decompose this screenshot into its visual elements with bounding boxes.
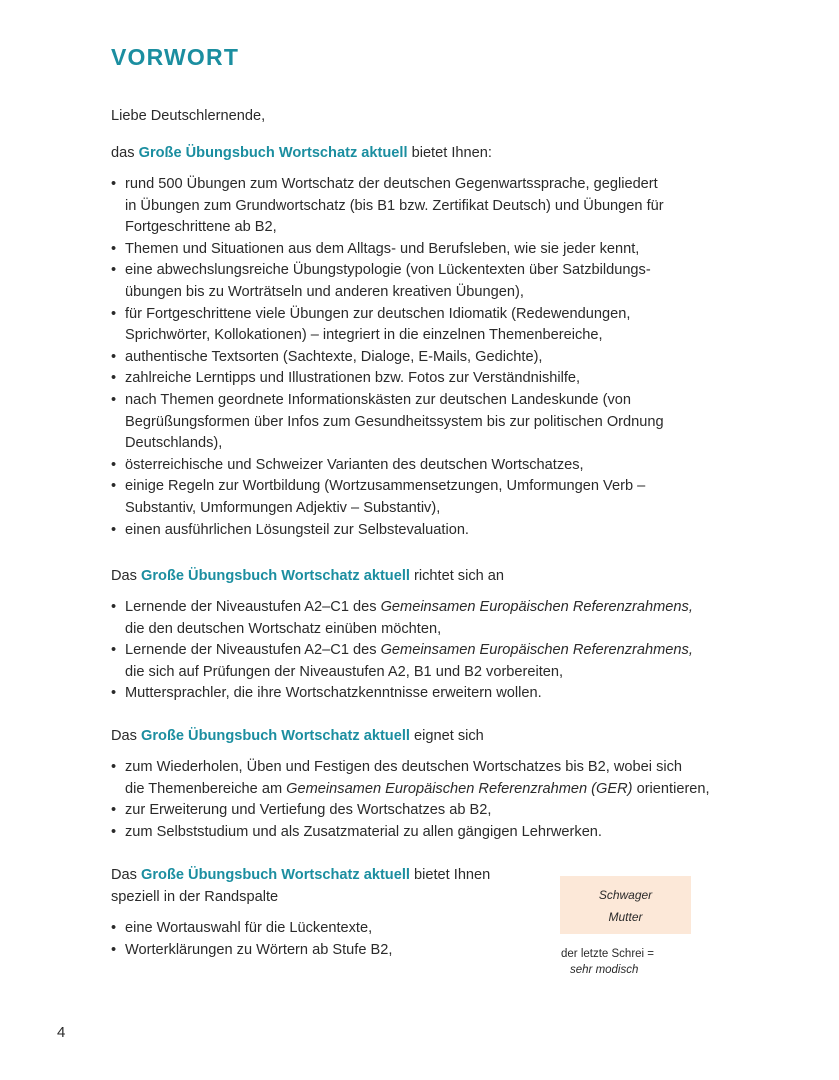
list-item-line: • authentische Textsorten (Sachtexte, Dialoge, E-Mails, Gedichte),	[125, 348, 543, 365]
list-item-line: • zum Selbststudium und als Zusatzmaterial zu allen gängigen Lehrwerken.	[125, 823, 602, 840]
book-title-highlight: Große Übungsbuch Wortschatz aktuell	[138, 145, 408, 161]
list-item-line: Substantiv, Umformungen Adjektiv – Substantiv),	[125, 499, 441, 516]
list-item-line	[125, 597, 711, 619]
book-title-highlight: Große Übungsbuch Wortschatz aktuell	[141, 867, 410, 883]
intro-paragraph-3	[111, 726, 484, 748]
list-item-line: • nach Themen geordnete Informationskästen zur deutschen Landeskunde (von	[125, 391, 631, 408]
list-item-text: die Themenbereiche am	[125, 780, 287, 797]
page-title: VORWORT	[111, 44, 240, 70]
margin-explanation-meaning: sehr modisch	[570, 964, 639, 976]
audience-list	[111, 597, 711, 705]
intro-paragraph-4	[111, 865, 490, 887]
list-item-line: • Muttersprachler, die ihre Wortschatzkenntnisse erweitern wollen.	[125, 685, 542, 702]
list-item	[111, 476, 711, 519]
list-item	[111, 597, 711, 640]
margin-word-box	[560, 876, 691, 934]
intro-paragraph-2	[111, 566, 504, 588]
list-item-text: Lernende der Niveaustufen A2–C1 des	[125, 599, 381, 615]
intro-prefix: Das	[111, 568, 142, 584]
margin-word: Mutter	[608, 910, 643, 924]
intro-prefix: das	[111, 145, 139, 161]
book-title-highlight: Große Übungsbuch Wortschatz aktuell	[141, 568, 410, 584]
list-item	[111, 260, 711, 303]
list-item-line: • für Fortgeschrittene viele Übungen zur deutschen Idiomatik (Redewendungen,	[125, 305, 631, 322]
list-item	[111, 239, 711, 261]
intro-suffix: richtet sich an	[409, 568, 505, 584]
list-item-line: die sich auf Prüfungen der Niveaustufen A2, B1 und B2 vorbereiten,	[125, 663, 564, 680]
list-item	[111, 520, 711, 542]
list-item	[111, 455, 711, 477]
intro-prefix: Das	[111, 867, 142, 883]
list-item-line: • Worterklärungen zu Wörtern ab Stufe B2,	[125, 941, 393, 958]
list-item	[111, 347, 711, 369]
page-number: 4	[57, 1024, 66, 1041]
list-item-line: Sprichwörter, Kollokationen) – integriert in die einzelnen Themenbereiche,	[125, 327, 603, 344]
list-item-line: • einige Regeln zur Wortbildung (Wortzusammensetzungen, Umformungen Verb –	[125, 478, 646, 495]
list-item-line: • österreichische und Schweizer Varianten des deutschen Wortschatzes,	[125, 456, 584, 473]
intro-suffix: bietet Ihnen:	[407, 145, 492, 161]
list-item-line: in Übungen zum Grundwortschatz (bis B1 bzw. Zertifikat Deutsch) und Übungen für	[125, 197, 664, 214]
usage-list	[111, 757, 711, 843]
list-item	[111, 640, 711, 683]
list-item-text: Lernende der Niveaustufen A2–C1 des	[125, 642, 381, 659]
list-item-line: • rund 500 Übungen zum Wortschatz der deutschen Gegenwartssprache, gegliedert	[125, 176, 658, 192]
list-item-line: • Themen und Situationen aus dem Alltags- und Berufsleben, wie sie jeder kennt,	[125, 240, 640, 257]
list-item-line: • zur Erweiterung und Vertiefung des Wortschatzes ab B2,	[125, 802, 492, 819]
intro-paragraph-4-line2: speziell in der Randspalte	[111, 889, 279, 905]
intro-suffix: bietet Ihnen	[409, 867, 491, 883]
features-list	[111, 174, 711, 541]
margin-explanation	[561, 946, 701, 978]
list-item-emphasis: Gemeinsamen Europäischen Referenzrahmens,	[380, 642, 693, 659]
margin-word: Schwager	[598, 888, 653, 902]
list-item	[111, 390, 711, 455]
list-item-line: • eine abwechslungsreiche Übungstypologie (von Lückentexten über Satzbildungs-	[125, 262, 651, 279]
list-item	[111, 304, 711, 347]
list-item	[111, 822, 711, 844]
list-item-emphasis: Gemeinsamen Europäischen Referenzrahmen (GER)	[286, 780, 633, 797]
book-title-highlight: Große Übungsbuch Wortschatz aktuell	[141, 728, 410, 744]
list-item-line	[125, 640, 711, 662]
list-item	[111, 174, 711, 239]
list-item-line: übungen bis zu Worträtseln und anderen kreativen Übungen),	[125, 283, 524, 300]
intro-paragraph-1	[111, 143, 492, 165]
list-item-line: Deutschlands),	[125, 435, 223, 452]
list-item-line: • einen ausführlichen Lösungsteil zur Selbstevaluation.	[125, 521, 469, 538]
list-item	[111, 800, 711, 822]
list-item-line: • zahlreiche Lerntipps und Illustrationen bzw. Fotos zur Verständnishilfe,	[125, 370, 581, 387]
list-item-line: Fortgeschrittene ab B2,	[125, 219, 277, 236]
list-item	[111, 757, 711, 800]
margin-explanation-term: der letzte Schrei =	[561, 948, 655, 960]
list-item-line: Begrüßungsformen über Infos zum Gesundheitssystem bis zur politischen Ordnung	[125, 413, 664, 430]
list-item-line: • eine Wortauswahl für die Lückentexte,	[125, 920, 373, 936]
intro-suffix: eignet sich	[409, 728, 484, 744]
list-item-line	[125, 779, 711, 801]
intro-prefix: Das	[111, 728, 142, 744]
list-item-line: • zum Wiederholen, Üben und Festigen des deutschen Wortschatzes bis B2, wobei sich	[125, 759, 683, 775]
list-item	[111, 368, 711, 390]
list-item	[111, 683, 711, 705]
list-item-text: orientieren,	[632, 780, 710, 797]
list-item-line: die den deutschen Wortschatz einüben möchten,	[125, 620, 442, 637]
list-item-emphasis: Gemeinsamen Europäischen Referenzrahmens,	[380, 599, 693, 615]
greeting: Liebe Deutschlernende,	[111, 108, 266, 124]
